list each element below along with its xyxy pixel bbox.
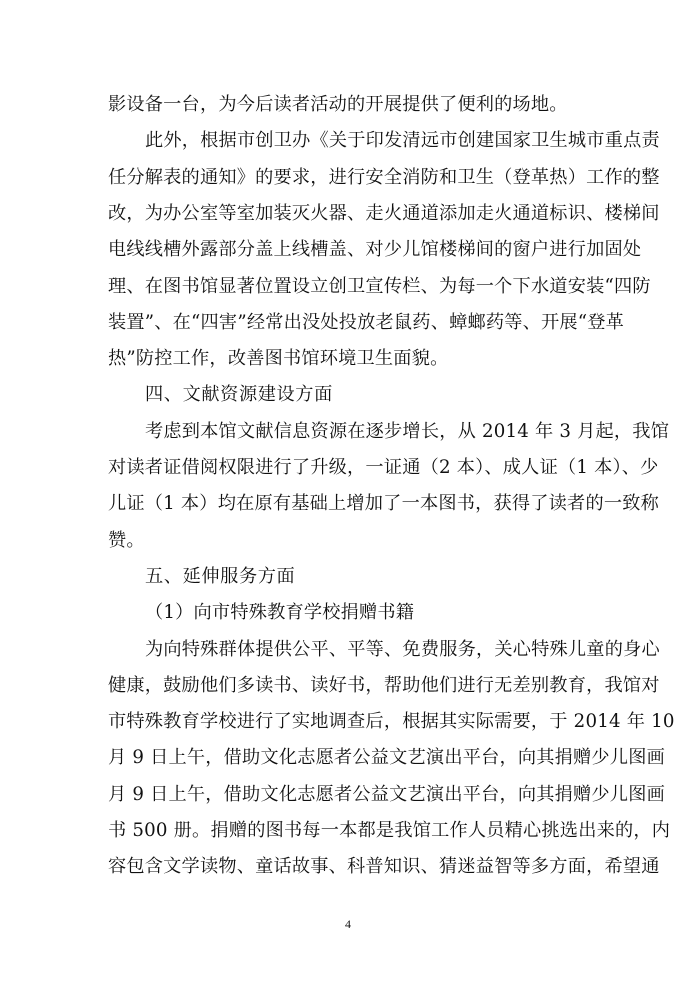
- page-number: 4: [345, 917, 351, 931]
- body-text-line: 月 9 日上午，借助文化志愿者公益文艺演出平台，向其捐赠少儿图画: [108, 747, 665, 768]
- section-heading: 四、文献资源建设方面: [145, 384, 333, 405]
- body-text-line: 理、在图书馆显著位置设立创卫宣传栏、为每一个下水道安装“四防: [108, 276, 651, 297]
- body-text-line: 儿证（1 本）均在原有基础上增加了一本图书，获得了读者的一致称: [108, 493, 659, 514]
- body-text-line: 月 9 日上午，借助文化志愿者公益文艺演出平台，向其捐赠少儿图画: [108, 784, 665, 805]
- subsection-heading: （1）向市特殊教育学校捐赠书籍: [145, 602, 415, 623]
- body-text-line: 热”防控工作，改善图书馆环境卫生面貌。: [108, 348, 449, 369]
- body-text-line: 任分解表的通知》的要求，进行安全消防和卫生（登革热）工作的整: [108, 167, 660, 188]
- body-text-line: 影设备一台，为今后读者活动的开展提供了便利的场地。: [108, 94, 568, 115]
- body-text-line: 为向特殊群体提供公平、平等、免费服务，关心特殊儿童的身心: [145, 639, 660, 660]
- body-text-line: 考虑到本馆文献信息资源在逐步增长，从 2014 年 3 月起，我馆: [145, 421, 670, 442]
- body-text-line: 容包含文学读物、童话故事、科普知识、猜迷益智等多方面，希望通: [108, 856, 660, 877]
- body-text-line: 赞。: [108, 530, 145, 551]
- body-text-line: 健康，鼓励他们多读书、读好书，帮助他们进行无差别教育，我馆对: [108, 675, 660, 696]
- body-text-line: 电线线槽外露部分盖上线槽盖、对少儿馆楼梯间的窗户进行加固处: [108, 239, 642, 260]
- body-text-line: 对读者证借阅权限进行了升级，一证通（2 本）、成人证（1 本）、少: [108, 457, 659, 478]
- body-text-line: 书 500 册。捐赠的图书每一本都是我馆工作人员精心挑选出来的，内: [108, 820, 671, 841]
- body-text-line: 改，为办公室等室加装灭火器、走火通道添加走火通道标识、楼梯间: [108, 203, 660, 224]
- body-text-line: 此外，根据市创卫办《关于印发清远市创建国家卫生城市重点责: [145, 130, 660, 151]
- section-heading: 五、延伸服务方面: [145, 566, 296, 587]
- body-text-line: 装置”、在“四害”经常出没处投放老鼠药、蟑螂药等、开展“登革: [108, 312, 625, 333]
- body-text-line: 市特殊教育学校进行了实地调查后，根据其实际需要，于 2014 年 10: [108, 711, 675, 732]
